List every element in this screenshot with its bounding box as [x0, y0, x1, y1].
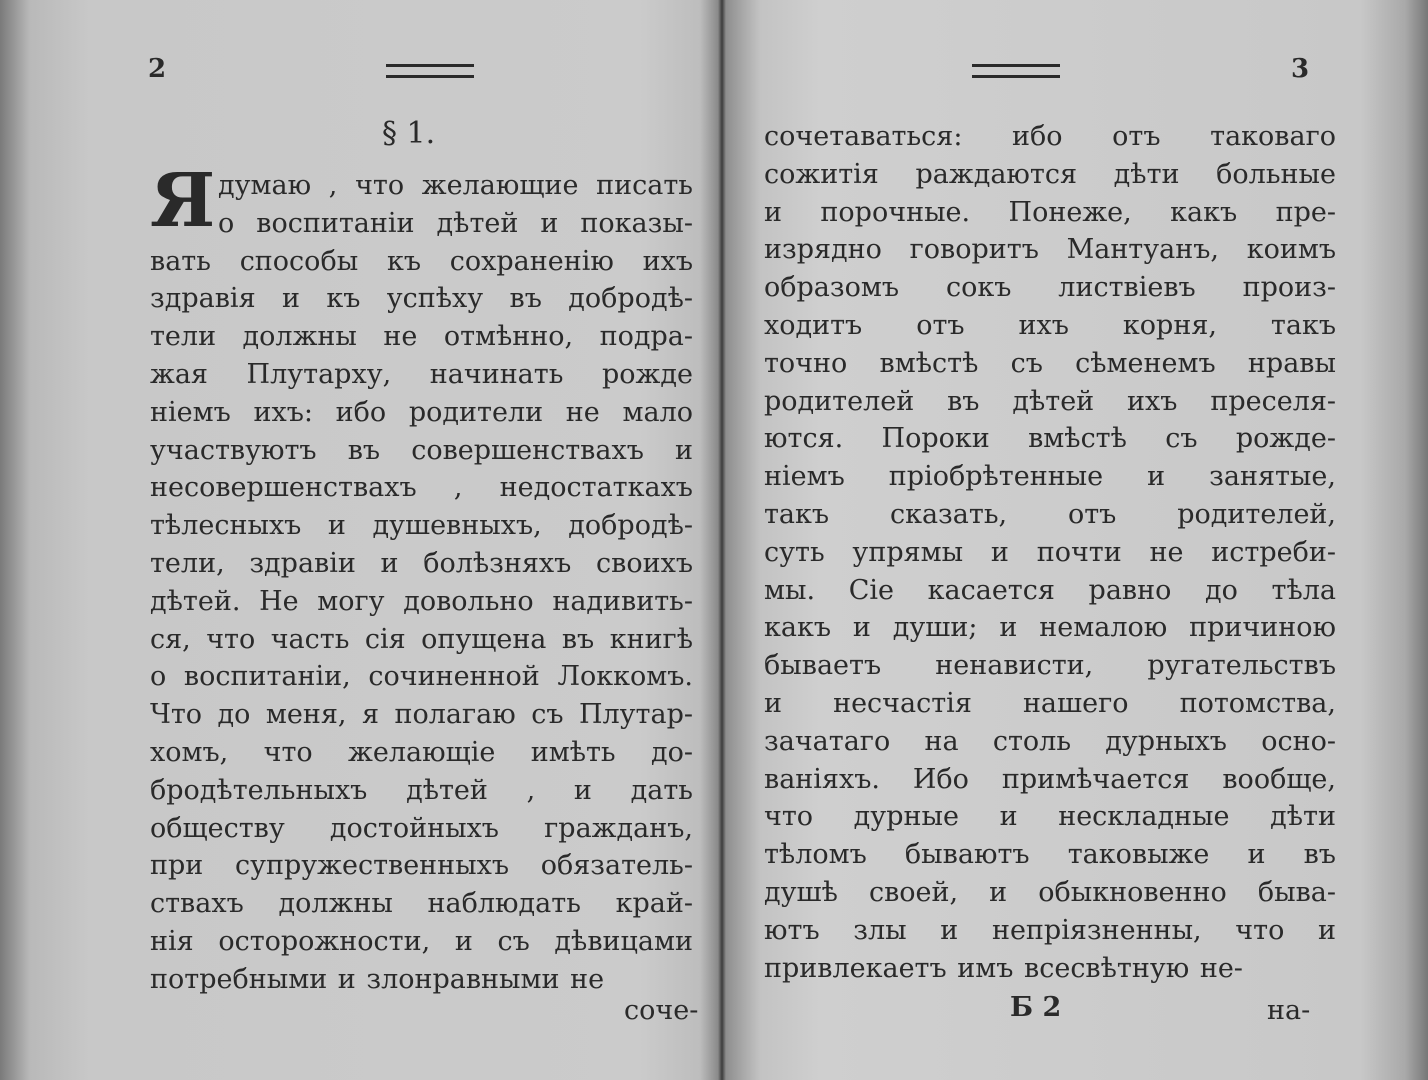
- text-line: родителей въ дѣтей ихъ преселя-: [764, 385, 1336, 417]
- text-line: потребными и злонравными не: [150, 963, 605, 995]
- text-line: и порочные. Понеже, какъ пре-: [764, 196, 1336, 228]
- page-number: 3: [1291, 54, 1310, 84]
- catchword: на-: [1267, 995, 1311, 1026]
- text-line: сочетаваться: ибо отъ таковаго: [764, 121, 1336, 152]
- text-line: бываетъ ненависти, ругательствъ: [764, 650, 1336, 682]
- text-line: Что до меня, я полагаю съ Плутар-: [150, 699, 693, 731]
- text-line: тели, здравіи и болѣзняхъ своихъ: [150, 547, 693, 579]
- header-rule: [386, 64, 474, 78]
- text-line: несовершенствахъ , недостаткахъ: [150, 472, 693, 504]
- text-line: точно вмѣстѣ съ сѣменемъ нравы: [764, 347, 1336, 379]
- body-text: [764, 118, 1336, 987]
- text-line: сожитія раждаются дѣти больные: [764, 158, 1336, 190]
- text-line: тели должны не отмѣнно, подра-: [150, 321, 693, 353]
- text-line: ются. Пороки вмѣстѣ съ рожде-: [764, 423, 1336, 455]
- text-line: какъ и души; и немалою причиною: [764, 612, 1336, 644]
- text-line: вать способы къ сохраненію ихъ: [150, 245, 693, 277]
- text-line: что дурные и нескладные дѣти: [764, 801, 1336, 833]
- text-line: и несчастія нашего потомства,: [764, 687, 1336, 719]
- text-line: ся, что часть сія опущена въ книгѣ: [150, 623, 693, 655]
- text-line: здравія и къ успѣху въ добродѣ-: [150, 283, 693, 315]
- text-line: нія осторожности, и съ дѣвицами: [150, 925, 693, 957]
- text-line: тѣлесныхъ и душевныхъ, добродѣ-: [150, 510, 693, 542]
- text-line: при супружественныхъ обязатель-: [150, 850, 693, 882]
- text-line: душѣ своей, и обыкновенно быва-: [764, 876, 1336, 908]
- text-line: участвуютъ въ совершенствахъ и: [150, 434, 693, 466]
- text-line: ютъ злы и непріязненны, что и: [764, 914, 1336, 946]
- text-line: мы. Сіе касается равно до тѣла: [764, 574, 1336, 606]
- section-heading: § 1.: [382, 116, 436, 151]
- text-line: бродѣтельныхъ дѣтей , и дать: [150, 774, 693, 806]
- text-line: дѣтей. Не могу довольно надивить-: [150, 585, 693, 617]
- text-line: такъ сказать, отъ родителей,: [764, 498, 1336, 530]
- text-line: привлекаетъ имъ всесвѣтную не-: [764, 952, 1243, 984]
- page-number: 2: [148, 54, 167, 84]
- text-line: думаю , что желающие писать: [218, 170, 693, 201]
- text-line: ніемъ ихъ: ибо родители не мало: [150, 396, 693, 428]
- text-line: хомъ, что желающіе имѣть до-: [150, 736, 693, 768]
- right-page: [724, 0, 1428, 1080]
- text-line: обществу достойныхъ гражданъ,: [150, 812, 693, 844]
- text-line: жая Плутарху, начинать рожде: [150, 358, 693, 390]
- text-line: образомъ сокъ листвіевъ произ-: [764, 272, 1336, 304]
- text-line: изрядно говоритъ Мантуанъ, коимъ: [764, 234, 1336, 266]
- catchword: соче-: [624, 995, 699, 1026]
- header-rule: [972, 64, 1060, 78]
- text-line: тѣломъ бываютъ таковыже и въ: [764, 839, 1336, 871]
- drop-cap: Я: [150, 158, 216, 244]
- signature-mark: Б 2: [1010, 992, 1062, 1023]
- text-line: ніемъ пріобрѣтенные и занятые,: [764, 461, 1336, 493]
- text-line: зачатаго на столь дурныхъ осно-: [764, 725, 1336, 757]
- text-line: ствахъ должны наблюдать край-: [150, 888, 693, 920]
- text-line: о воспитаніи, сочиненной Локкомъ.: [150, 661, 693, 693]
- body-text: [150, 167, 693, 999]
- text-line: ваніяхъ. Ибо примѣчается вообще,: [764, 763, 1336, 795]
- text-line: суть упрямы и почти не истреби-: [764, 536, 1336, 568]
- text-line: ходитъ отъ ихъ корня, такъ: [764, 309, 1336, 341]
- text-line: о воспитаніи дѣтей и показы-: [218, 207, 693, 239]
